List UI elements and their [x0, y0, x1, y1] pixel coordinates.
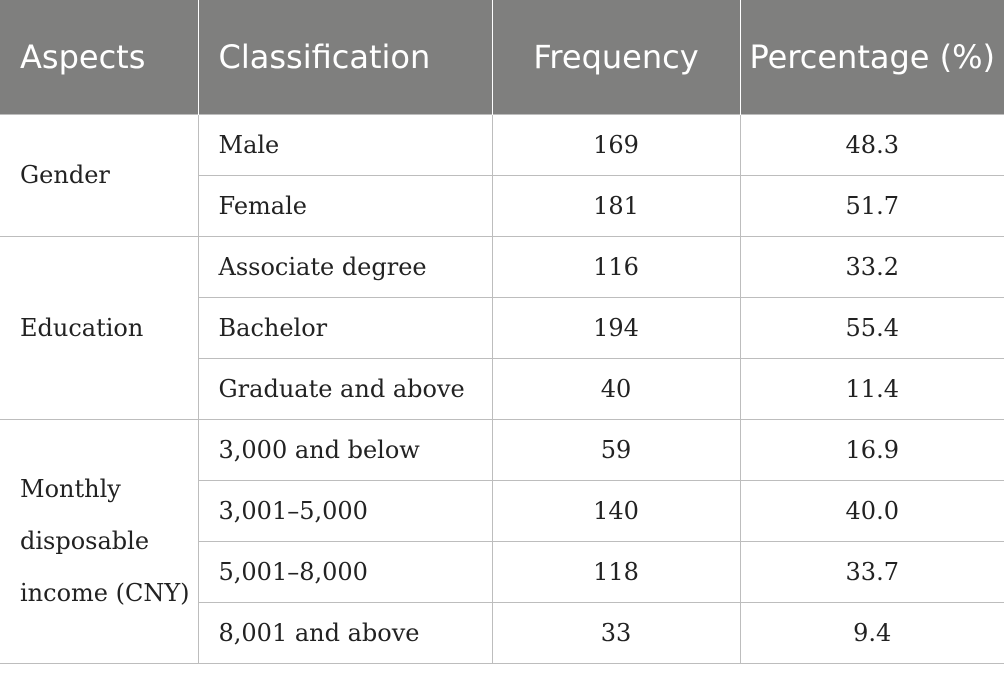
frequency-cell: 33 — [492, 602, 740, 663]
percentage-cell: 48.3 — [740, 114, 1004, 175]
classification-cell: 8,001 and above — [198, 602, 492, 663]
percentage-cell: 51.7 — [740, 175, 1004, 236]
frequency-cell: 59 — [492, 419, 740, 480]
percentage-cell: 9.4 — [740, 602, 1004, 663]
frequency-cell: 40 — [492, 358, 740, 419]
aspect-income: Monthly disposable income (CNY) — [0, 419, 198, 663]
percentage-cell: 55.4 — [740, 297, 1004, 358]
percentage-cell: 33.2 — [740, 236, 1004, 297]
header-percentage: Percentage (%) — [740, 0, 1004, 114]
frequency-cell: 116 — [492, 236, 740, 297]
table-header — [0, 0, 1004, 114]
frequency-cell: 181 — [492, 175, 740, 236]
percentage-cell: 40.0 — [740, 480, 1004, 541]
frequency-cell: 140 — [492, 480, 740, 541]
frequency-cell: 194 — [492, 297, 740, 358]
frequency-cell: 169 — [492, 114, 740, 175]
classification-cell: Graduate and above — [198, 358, 492, 419]
classification-cell: 3,000 and below — [198, 419, 492, 480]
percentage-cell: 16.9 — [740, 419, 1004, 480]
classification-cell: Bachelor — [198, 297, 492, 358]
classification-cell: 5,001–8,000 — [198, 541, 492, 602]
table-row — [0, 114, 1004, 175]
table-row — [0, 419, 1004, 480]
aspect-education: Education — [0, 236, 198, 419]
percentage-cell: 33.7 — [740, 541, 1004, 602]
classification-cell: Female — [198, 175, 492, 236]
classification-cell: Associate degree — [198, 236, 492, 297]
classification-cell: Male — [198, 114, 492, 175]
aspect-gender: Gender — [0, 114, 198, 236]
table-body — [0, 114, 1004, 663]
classification-cell: 3,001–5,000 — [198, 480, 492, 541]
table-row — [0, 236, 1004, 297]
header-row — [0, 0, 1004, 114]
frequency-cell: 118 — [492, 541, 740, 602]
header-frequency: Frequency — [492, 0, 740, 114]
percentage-cell: 11.4 — [740, 358, 1004, 419]
header-aspects: Aspects — [0, 0, 198, 114]
header-classification: Classification — [198, 0, 492, 114]
